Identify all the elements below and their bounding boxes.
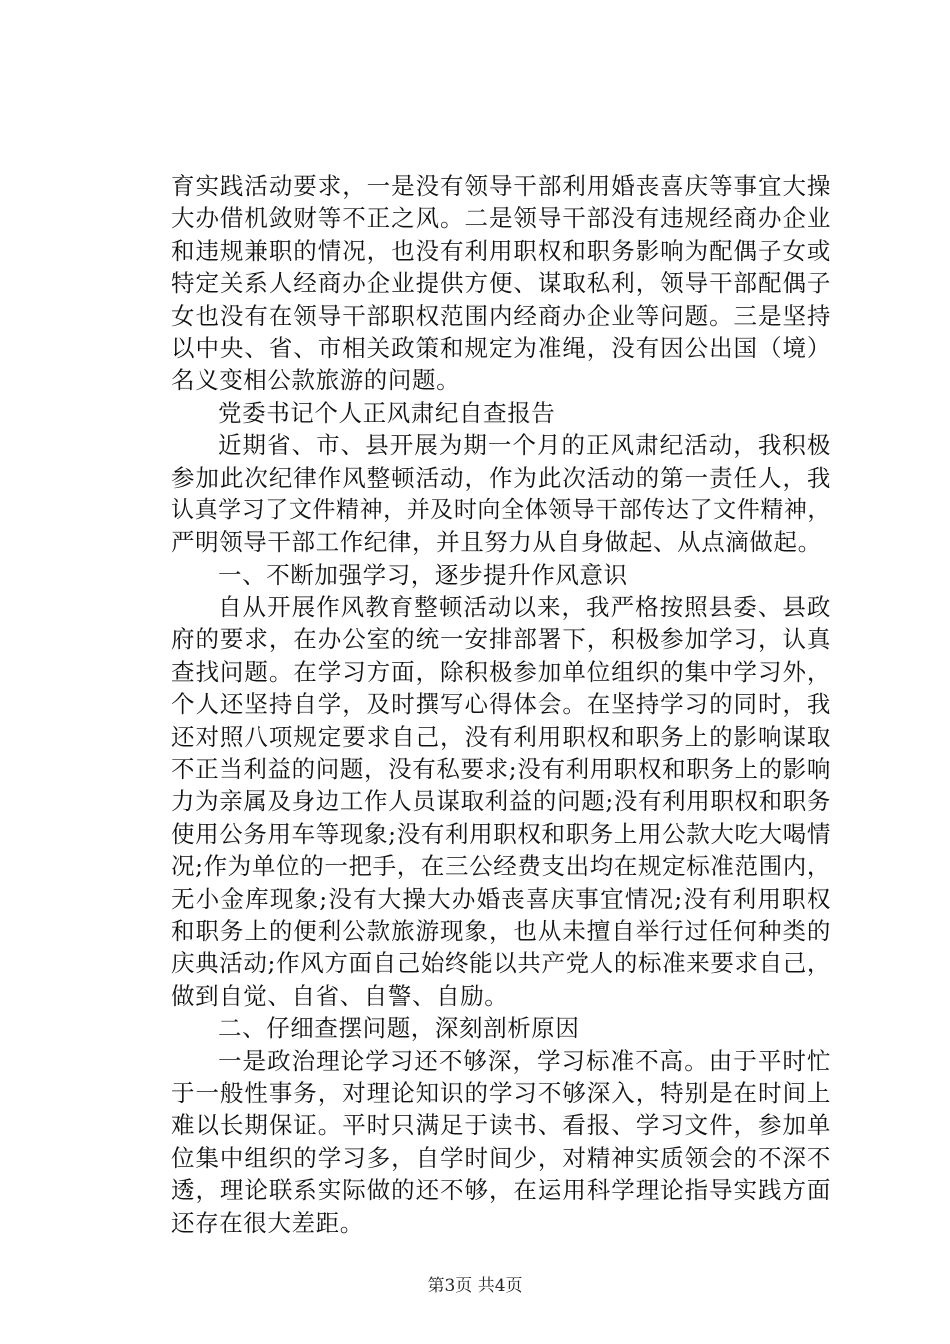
text-line: 大办借机敛财等不正之风。二是领导干部没有违规经商办企业 <box>171 204 831 233</box>
text-line: 无小金库现象;没有大操大办婚丧喜庆事宜情况;没有利用职权 <box>171 884 831 913</box>
text-line: 严明领导干部工作纪律，并且努力从自身做起、从点滴做起。 <box>171 528 822 557</box>
text-line: 于一般性事务，对理论知识的学习不够深入，特别是在时间上 <box>171 1078 831 1107</box>
text-line: 育实践活动要求，一是没有领导干部利用婚丧喜庆等事宜大操 <box>171 172 831 200</box>
text-line: 还存在很大差距。 <box>171 1208 364 1237</box>
text-line: 位集中组织的学习多，自学时间少，对精神实质领会的不深不 <box>171 1143 831 1172</box>
text-line: 力为亲属及身边工作人员谋取利益的问题;没有利用职权和职务 <box>171 787 831 816</box>
text-line: 还对照八项规定要求自己，没有利用职权和职务上的影响谋取 <box>171 722 831 751</box>
text-line: 和违规兼职的情况，也没有利用职权和职务影响为配偶子女或 <box>171 236 831 265</box>
document-body <box>171 170 831 1239</box>
text-line: 使用公务用车等现象;没有利用职权和职务上用公款大吃大喝情 <box>171 819 831 848</box>
text-line: 名义变相公款旅游的问题。 <box>171 366 461 395</box>
text-line: 况;作为单位的一把手，在三公经费支出均在规定标准范围内， <box>171 852 831 881</box>
text-line: 参加此次纪律作风整顿活动，作为此次活动的第一责任人，我 <box>171 463 831 492</box>
text-line: 认真学习了文件精神，并及时向全体领导干部传达了文件精神， <box>171 496 831 523</box>
text-line: 和职务上的便利公款旅游现象，也从未擅自举行过任何种类的 <box>171 916 831 945</box>
page-footer: 第3页 共4页 <box>427 1276 523 1296</box>
text-line: 一是政治理论学习还不够深，学习标准不高。由于平时忙 <box>218 1046 831 1075</box>
text-line: 查找问题。在学习方面，除积极参加单位组织的集中学习外， <box>171 657 831 686</box>
text-line: 自从开展作风教育整顿活动以来，我严格按照县委、县政 <box>218 593 831 622</box>
text-line: 以中央、省、市相关政策和规定为准绳，没有因公出国（境） <box>171 333 831 362</box>
text-line: 党委书记个人正风肃纪自查报告 <box>218 398 556 427</box>
text-line: 二、仔细查摆问题，深刻剖析原因 <box>218 1014 580 1043</box>
text-line: 不正当利益的问题，没有私要求;没有利用职权和职务上的影响 <box>171 755 831 784</box>
text-line: 庆典活动;作风方面自己始终能以共产党人的标准来要求自己， <box>171 949 831 978</box>
text-line: 一、不断加强学习，逐步提升作风意识 <box>218 560 628 589</box>
text-line: 近期省、市、县开展为期一个月的正风肃纪活动，我积极 <box>218 431 831 460</box>
text-line: 透，理论联系实际做的还不够，在运用科学理论指导实践方面 <box>171 1176 831 1205</box>
text-line: 特定关系人经商办企业提供方便、谋取私利，领导干部配偶子 <box>171 269 831 298</box>
text-line: 难以长期保证。平时只满足于读书、看报、学习文件，参加单 <box>171 1111 831 1140</box>
text-line: 府的要求，在办公室的统一安排部署下，积极参加学习，认真 <box>171 625 831 654</box>
text-line: 做到自觉、自省、自警、自励。 <box>171 981 509 1010</box>
text-line: 个人还坚持自学，及时撰写心得体会。在坚持学习的同时，我 <box>171 690 831 719</box>
text-line: 女也没有在领导干部职权范围内经商办企业等问题。三是坚持 <box>171 301 831 330</box>
